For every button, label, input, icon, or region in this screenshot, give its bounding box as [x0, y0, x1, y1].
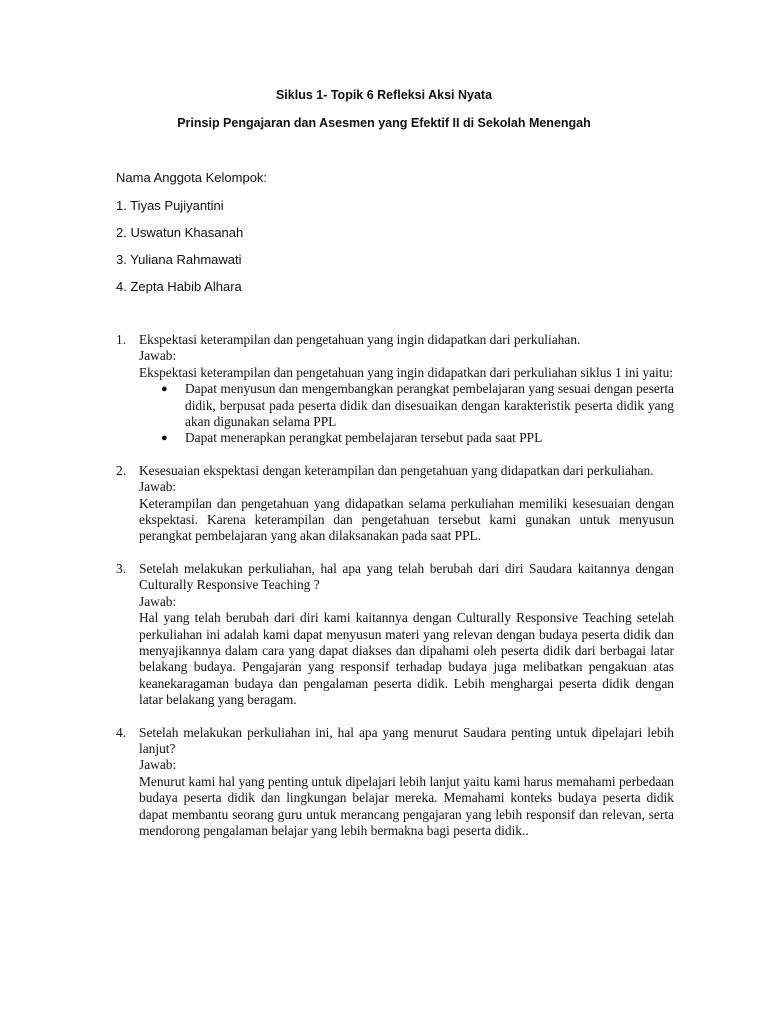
- bullet-dot-icon: ●: [161, 383, 168, 396]
- questions-list: [116, 332, 674, 855]
- bullet-text: Dapat menerapkan perangkat pembelajaran tersebut pada saat PPL: [185, 430, 543, 446]
- member-item: 2. Uswatun Khasanah: [116, 225, 244, 240]
- members-label: Nama Anggota Kelompok:: [116, 170, 268, 185]
- answer-label: Jawab:: [139, 593, 177, 609]
- bullet-item: [139, 430, 674, 446]
- document-title: Siklus 1- Topik 6 Refleksi Aksi Nyata: [275, 88, 493, 102]
- question-item: [116, 725, 674, 840]
- bullet-dot-icon: ●: [161, 432, 168, 445]
- question-item: [116, 332, 674, 447]
- question-item: [116, 561, 674, 709]
- question-text: Kesesuaian ekspektasi dengan keterampilan dan pengetahuan yang didapatkan dari perkuliahan.: [139, 462, 654, 478]
- answer-label: Jawab:: [139, 348, 177, 364]
- answer-label: Jawab:: [139, 479, 177, 495]
- question-number: 4.: [116, 724, 127, 740]
- member-item: 1. Tiyas Pujiyantini: [116, 198, 224, 213]
- question-text: Setelah melakukan perkuliahan, hal apa yang telah berubah dari diri Saudara kaitannya dengan Culturally Responsive Teaching ?: [139, 560, 674, 593]
- members-list: [116, 198, 243, 306]
- member-item: 3. Yuliana Rahmawati: [116, 252, 242, 267]
- answer-label: Jawab:: [139, 757, 177, 773]
- document-subtitle: Prinsip Pengajaran dan Asesmen yang Efektif II di Sekolah Menengah: [177, 116, 591, 130]
- member-item: 4. Zepta Habib Alhara: [116, 279, 242, 294]
- answer-text: Ekspektasi keterampilan dan pengetahuan yang ingin didapatkan dari perkuliahan siklus 1 ini yaitu:: [139, 364, 673, 380]
- bullet-item: [139, 381, 674, 430]
- question-number: 2.: [116, 462, 127, 478]
- answer-text: Hal yang telah berubah dari diri kami kaitannya dengan Culturally Responsive Teaching setelah perkuliahan ini adalah kami dapat menyusun materi yang relevan dengan budaya peserta didik dan menyajikannya dalam cara yang dapat diakses dan dipahami oleh peserta didik dari berbagai latar belakang budaya. Pengajaran yang responsif terhadap budaya juga melibatkan pengakuan atas keanekaragaman budaya dan pengalaman peserta didik. Lebih menghargai peserta didik dengan latar belakang yang beragam.: [139, 610, 674, 708]
- answer-bullets: [139, 381, 674, 447]
- question-text: Setelah melakukan perkuliahan ini, hal apa yang menurut Saudara penting untuk dipelajari lebih lanjut?: [139, 724, 674, 756]
- question-number: 1.: [116, 332, 127, 347]
- question-number: 3.: [116, 560, 127, 576]
- bullet-text: Dapat menyusun dan mengembangkan perangkat pembelajaran yang sesuai dengan peserta didik, berpusat pada peserta didik dan disesuaikan dengan karakteristik peserta didik yang akan digunakan selama PPL: [185, 381, 674, 430]
- answer-text: Menurut kami hal yang penting untuk dipelajari lebih lanjut yaitu kami harus memahami perbedaan budaya peserta didik dan lingkungan belajar mereka. Memahami konteks budaya peserta didik dapat membantu seorang guru untuk merancang pengajaran yang lebih responsif dan relevan, serta mendorong pengalaman belajar yang lebih bermakna bagi peserta didik..: [139, 773, 674, 838]
- answer-text: Keterampilan dan pengetahuan yang didapatkan selama perkuliahan memiliki kesesuaian dengan ekspektasi. Karena keterampilan dan pengetahuan tersebut kami gunakan untuk menyusun perangkat pembelajaran yang akan dilaksanakan pada saat PPL.: [139, 495, 674, 544]
- question-item: [116, 463, 674, 545]
- question-text: Ekspektasi keterampilan dan pengetahuan yang ingin didapatkan dari perkuliahan.: [139, 332, 581, 347]
